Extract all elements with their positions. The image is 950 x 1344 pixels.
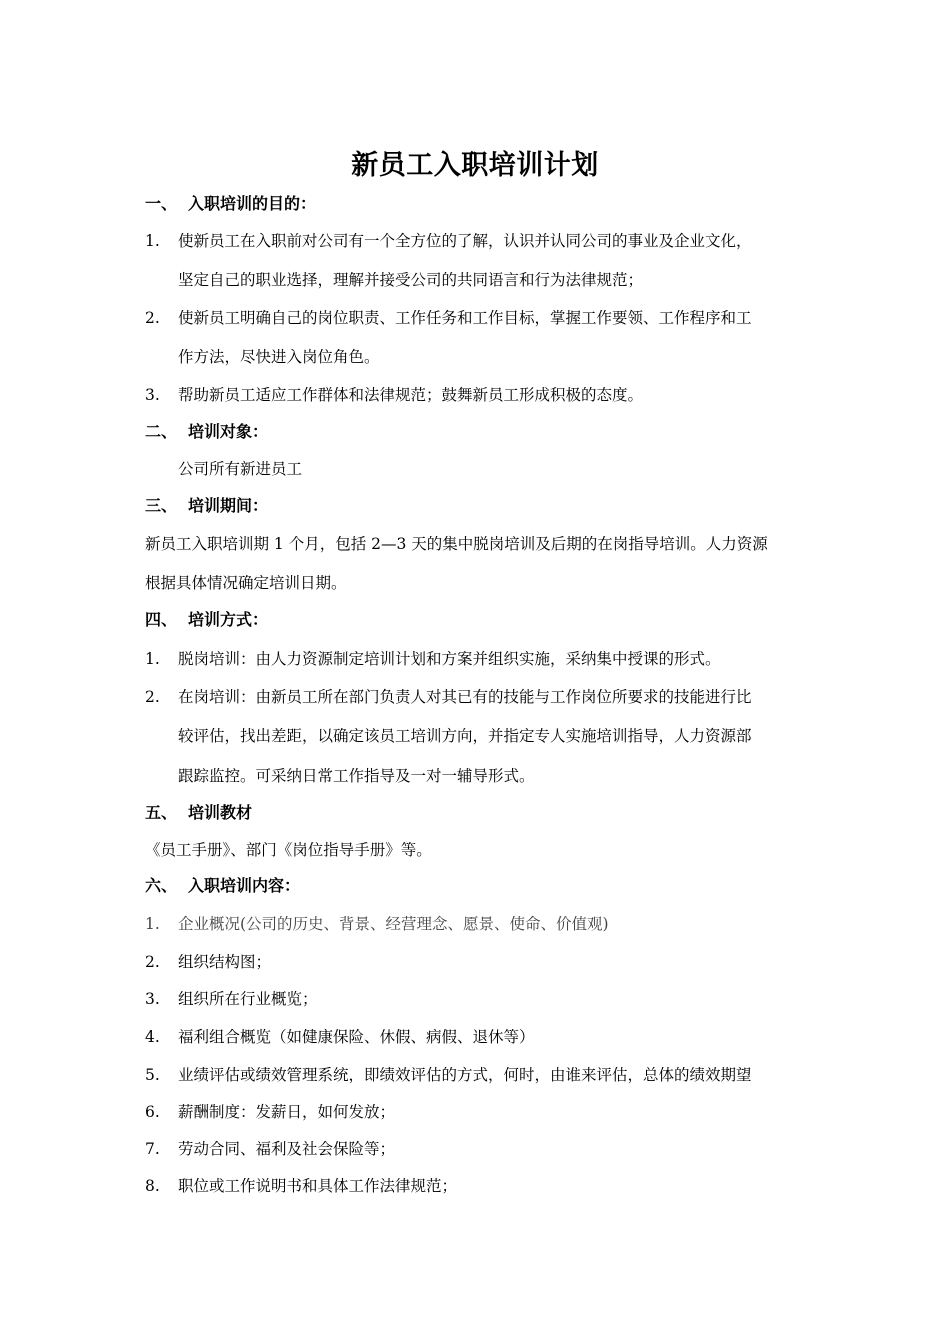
section-number: 一、 (145, 194, 178, 213)
section-number: 五、 (145, 803, 178, 822)
section-heading (145, 874, 300, 898)
section-heading (145, 192, 316, 216)
list-item-number: 3. (145, 386, 160, 404)
section-title: 培训教材 (188, 803, 253, 822)
list-item-text: 劳动合同、福利及社会保险等； (178, 1140, 396, 1158)
section-heading (145, 608, 268, 632)
list-item-text: 职位或工作说明书和具体工作法律规范； (178, 1177, 458, 1195)
list-item-text: 使新员工明确自己的岗位职责、工作任务和工作目标，掌握工作要领、工作程序和工 (178, 309, 752, 327)
list-item-number: 8. (145, 1177, 160, 1195)
section-title: 培训方式： (188, 610, 269, 629)
section-text: 公司所有新进员工 (178, 460, 303, 478)
list-item-text: 脱岗培训：由人力资源制定培训计划和方案并组织实施，采纳集中授课的形式。 (178, 650, 721, 668)
section-number: 六、 (145, 876, 178, 895)
list-item-number: 2. (145, 688, 160, 706)
list-item-continuation: 坚定自己的职业选择，理解并接受公司的共同语言和行为法律规范； (178, 271, 644, 289)
list-item-continuation: 跟踪监控。可采纳日常工作指导及一对一辅导形式。 (178, 767, 535, 785)
section-text: 《员工手册》、部门《岗位指导手册》等。 (145, 841, 432, 859)
section-heading (145, 494, 268, 518)
list-item-text: 组织结构图； (178, 953, 272, 971)
section-text: 新员工入职培训期 1 个月，包括 2—3 天的集中脱岗培训及后期的在岗指导培训。人力资源 (145, 535, 768, 553)
list-item-number: 4. (145, 1028, 160, 1046)
list-item-continuation: 作方法，尽快进入岗位角色。 (178, 348, 380, 366)
section-number: 二、 (145, 422, 178, 441)
list-item-number: 1. (145, 232, 160, 250)
section-text: 根据具体情况确定培训日期。 (145, 574, 347, 592)
list-item-number: 5. (145, 1066, 160, 1084)
section-number: 三、 (145, 496, 178, 515)
list-item-text: 帮助新员工适应工作群体和法律规范；鼓舞新员工形成积极的态度。 (178, 386, 644, 404)
section-title: 入职培训内容： (188, 876, 301, 895)
list-item-text: 福利组合概览（如健康保险、休假、病假、退休等） (178, 1028, 535, 1046)
document-title: 新员工入职培训计划 (351, 150, 599, 181)
section-number: 四、 (145, 610, 178, 629)
list-item-number: 2. (145, 309, 160, 327)
list-item-text: 组织所在行业概览； (178, 990, 318, 1008)
list-item-text: 在岗培训：由新员工所在部门负责人对其已有的技能与工作岗位所要求的技能进行比 (178, 688, 752, 706)
section-title: 培训期间： (188, 496, 269, 515)
list-item-text: 企业概况(公司的历史、背景、经营理念、愿景、使命、价值观) (178, 915, 609, 933)
section-heading (145, 801, 252, 825)
list-item-number: 6. (145, 1103, 160, 1121)
list-item-continuation: 较评估，找出差距，以确定该员工培训方向，并指定专人实施培训指导，人力资源部 (178, 727, 752, 745)
list-item-number: 1. (145, 650, 160, 668)
list-item-number: 2. (145, 953, 160, 971)
list-item-number: 1. (145, 915, 160, 933)
list-item-number: 3. (145, 990, 160, 1008)
list-item-text: 使新员工在入职前对公司有一个全方位的了解，认识并认同公司的事业及企业文化， (178, 232, 752, 250)
section-heading (145, 420, 268, 444)
section-title: 培训对象： (188, 422, 269, 441)
section-title: 入职培训的目的： (188, 194, 317, 213)
list-item-text: 业绩评估或绩效管理系统，即绩效评估的方式，何时，由谁来评估，总体的绩效期望 (178, 1066, 752, 1084)
list-item-text: 薪酬制度：发薪日，如何发放； (178, 1103, 396, 1121)
list-item-number: 7. (145, 1140, 160, 1158)
